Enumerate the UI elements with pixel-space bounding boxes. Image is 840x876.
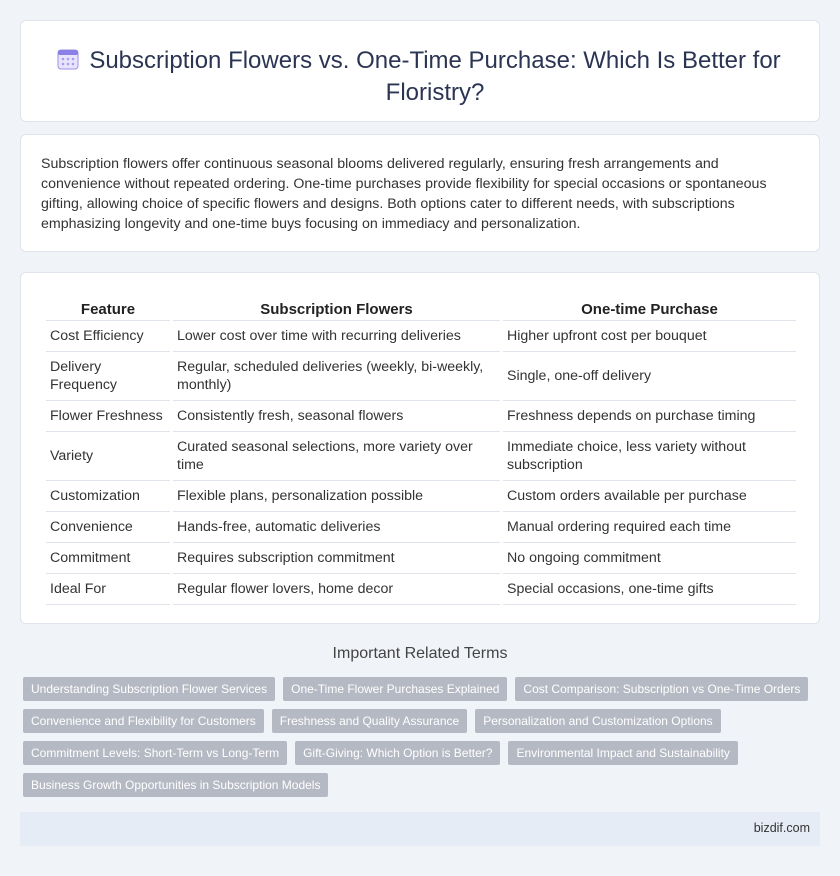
feature-cell: Customization bbox=[46, 481, 170, 512]
table-row bbox=[46, 574, 796, 605]
feature-cell: Commitment bbox=[46, 543, 170, 574]
summary-text: Subscription flowers offer continuous seasonal blooms delivered regularly, ensuring fresh arrangements and convenience without repeated ordering. One-time purchases provide flexibility for special occasions or spontaneous gifting, allowing choice of specific flowers and designs. Both options cater to different needs, with subscriptions emphasizing longevity and one-time buys focusing on immediacy and personalization. bbox=[41, 156, 767, 232]
feature-cell: Variety bbox=[46, 432, 170, 481]
feature-cell: Ideal For bbox=[46, 574, 170, 605]
page-title: Subscription Flowers vs. One-Time Purchase: Which Is Better for Floristry? bbox=[89, 47, 781, 106]
related-term-tag[interactable]: Gift-Giving: Which Option is Better? bbox=[295, 741, 500, 765]
feature-cell: Flower Freshness bbox=[46, 401, 170, 432]
subscription-cell: Curated seasonal selections, more variety over time bbox=[173, 432, 500, 481]
header-feature: Feature bbox=[46, 295, 170, 321]
subscription-cell: Flexible plans, personalization possible bbox=[173, 481, 500, 512]
related-term-tag[interactable]: Cost Comparison: Subscription vs One-Time Orders bbox=[515, 677, 808, 701]
title-card bbox=[20, 20, 820, 122]
related-term-tag[interactable]: Business Growth Opportunities in Subscription Models bbox=[23, 773, 328, 797]
one-time-cell: Immediate choice, less variety without subscription bbox=[503, 432, 796, 481]
related-term-tag[interactable]: Convenience and Flexibility for Customers bbox=[23, 709, 264, 733]
subscription-cell: Regular flower lovers, home decor bbox=[173, 574, 500, 605]
subscription-cell: Hands-free, automatic deliveries bbox=[173, 512, 500, 543]
table-row bbox=[46, 401, 796, 432]
related-term-tag[interactable]: Environmental Impact and Sustainability bbox=[508, 741, 737, 765]
feature-cell: Delivery Frequency bbox=[46, 352, 170, 401]
table-row bbox=[46, 481, 796, 512]
related-term-tag[interactable]: One-Time Flower Purchases Explained bbox=[283, 677, 507, 701]
comparison-table bbox=[43, 295, 799, 605]
table-row bbox=[46, 512, 796, 543]
related-term-tag[interactable]: Understanding Subscription Flower Services bbox=[23, 677, 275, 701]
table-row bbox=[46, 432, 796, 481]
subscription-cell: Lower cost over time with recurring deliveries bbox=[173, 321, 500, 352]
table-row bbox=[46, 352, 796, 401]
table-row bbox=[46, 543, 796, 574]
related-terms-list bbox=[23, 677, 823, 805]
subscription-cell: Regular, scheduled deliveries (weekly, bi-weekly, monthly) bbox=[173, 352, 500, 401]
comparison-card bbox=[20, 272, 820, 624]
subscription-cell: Requires subscription commitment bbox=[173, 543, 500, 574]
related-term-tag[interactable]: Personalization and Customization Options bbox=[475, 709, 720, 733]
header-one-time: One-time Purchase bbox=[503, 295, 796, 321]
table-header-row bbox=[46, 295, 796, 321]
one-time-cell: Higher upfront cost per bouquet bbox=[503, 321, 796, 352]
footer-site-link[interactable]: bizdif.com bbox=[753, 821, 810, 835]
one-time-cell: Manual ordering required each time bbox=[503, 512, 796, 543]
one-time-cell: No ongoing commitment bbox=[503, 543, 796, 574]
related-term-tag[interactable]: Freshness and Quality Assurance bbox=[272, 709, 467, 733]
header-subscription: Subscription Flowers bbox=[173, 295, 500, 321]
one-time-cell: Custom orders available per purchase bbox=[503, 481, 796, 512]
footer bbox=[20, 812, 820, 846]
related-terms-title: Important Related Terms bbox=[332, 645, 508, 662]
table-row bbox=[46, 321, 796, 352]
one-time-cell: Single, one-off delivery bbox=[503, 352, 796, 401]
feature-cell: Cost Efficiency bbox=[46, 321, 170, 352]
one-time-cell: Special occasions, one-time gifts bbox=[503, 574, 796, 605]
summary-card bbox=[20, 134, 820, 252]
one-time-cell: Freshness depends on purchase timing bbox=[503, 401, 796, 432]
feature-cell: Convenience bbox=[46, 512, 170, 543]
subscription-cell: Consistently fresh, seasonal flowers bbox=[173, 401, 500, 432]
related-term-tag[interactable]: Commitment Levels: Short-Term vs Long-Term bbox=[23, 741, 287, 765]
